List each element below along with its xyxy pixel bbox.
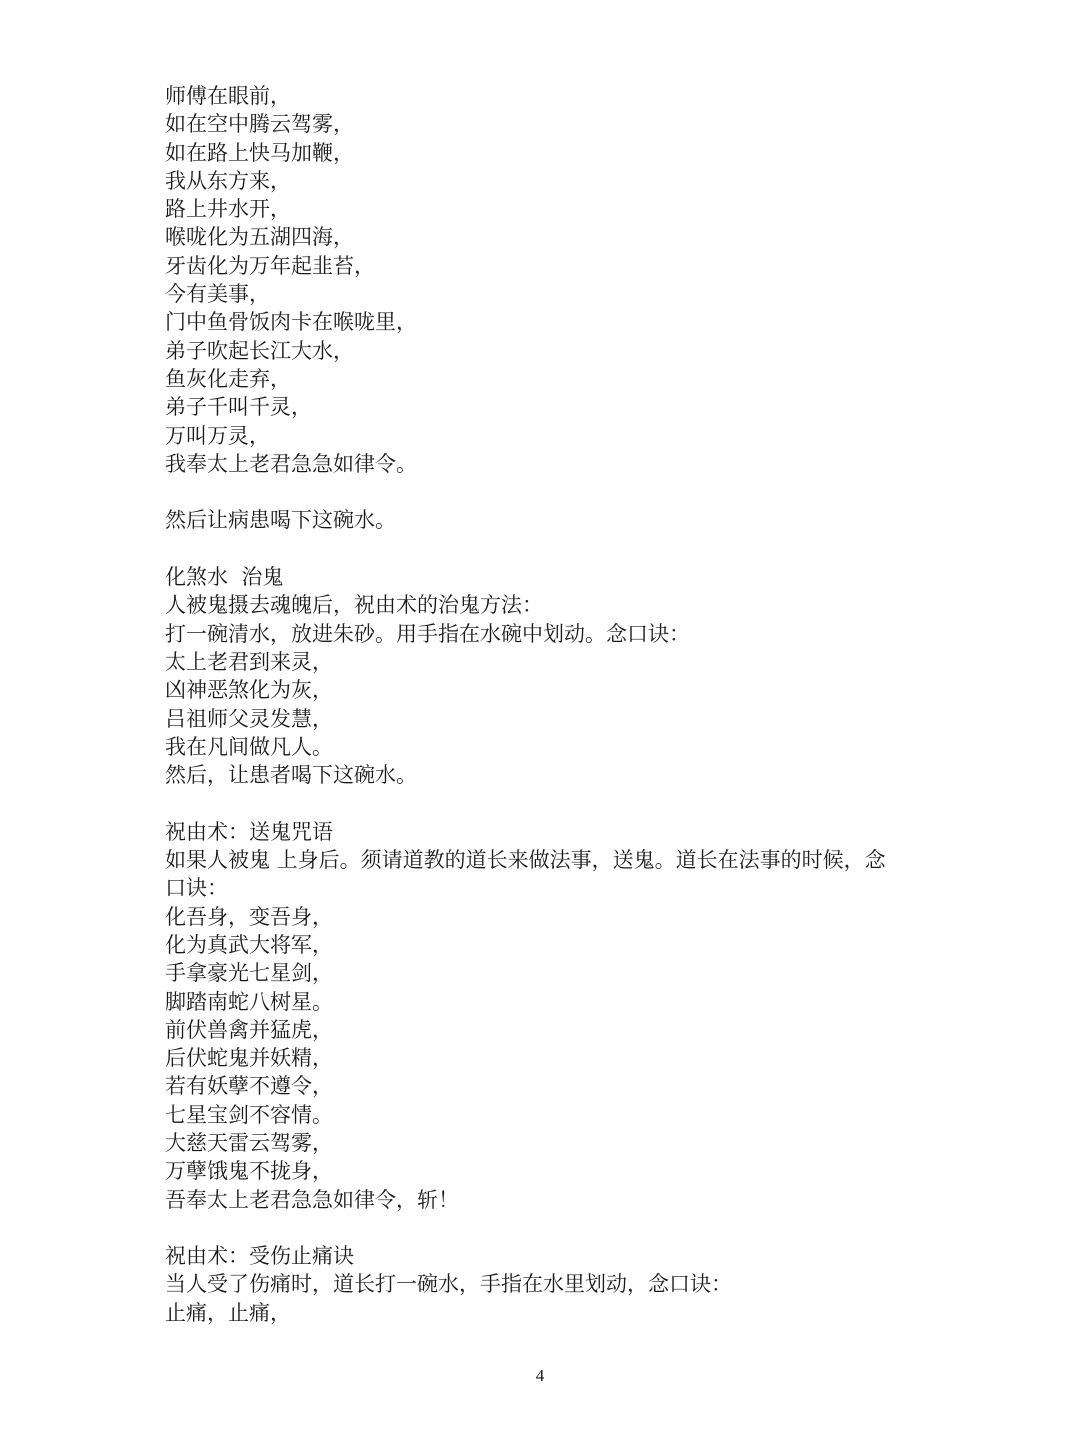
text-line: 脚踏南蛇八树星。 [165,989,333,1014]
text-line: 弟子千叫千灵， [165,395,312,420]
text-line: 我从东方来， [165,168,291,193]
text-line: 我奉太上老君急急如律令。 [165,451,417,476]
text-line: 化煞水 治鬼 [165,565,284,590]
text-line: 吾奉太上老君急急如律令，斩！ [165,1187,459,1212]
text-line: 化吾身，变吾身， [165,904,333,929]
text-line: 弟子吹起长江大水， [165,338,354,363]
text-line: 祝由术：送鬼咒语 [165,819,333,844]
document-body [165,82,935,1327]
text-section [165,563,935,789]
text-line: 后伏蛇鬼并妖精， [165,1046,333,1071]
text-line: 凶神恶煞化为灰， [165,678,333,703]
paragraph-gap [165,789,935,817]
text-line: 然后，让患者喝下这碗水。 [165,763,417,788]
text-line: 祝由术：受伤止痛诀 [165,1244,354,1269]
text-line: 若有妖孽不遵令， [165,1074,333,1099]
text-line: 太上老君到来灵， [165,649,333,674]
text-line: 人被鬼摄去魂魄后，祝由术的治鬼方法： [165,593,543,618]
text-line: 化为真武大将军， [165,932,333,957]
text-line: 万叫万灵， [165,423,270,448]
text-line: 如果人被鬼 上身后。须请道教的道长来做法事，送鬼。道长在法事的时候，念 [165,848,886,873]
text-line: 万孽饿鬼不拢身， [165,1159,333,1184]
paragraph-gap [165,478,935,506]
paragraph-gap [165,1214,935,1242]
text-line: 然后让病患喝下这碗水。 [165,508,396,533]
text-line: 当人受了伤痛时，道长打一碗水，手指在水里划动，念口诀： [165,1272,732,1297]
text-line: 路上井水开， [165,197,291,222]
text-line: 鱼灰化走弃， [165,366,291,391]
text-section [165,506,935,534]
text-line: 如在路上快马加鞭， [165,140,354,165]
paragraph-gap [165,535,935,563]
text-line: 七星宝剑不容情。 [165,1102,333,1127]
text-line: 止痛，止痛， [165,1300,291,1325]
text-line: 门中鱼骨饭肉卡在喉咙里， [165,310,417,335]
text-line: 我在凡间做凡人。 [165,734,333,759]
page-number: 4 [535,1366,545,1385]
text-section [165,818,935,1214]
text-line: 手拿豪光七星剑， [165,961,333,986]
text-line: 吕祖师父灵发慧， [165,706,333,731]
text-line: 今有美事， [165,282,270,307]
text-section [165,82,935,478]
next-page-fragment [440,1420,700,1432]
text-line: 口诀： [165,876,228,901]
text-line: 打一碗清水，放进朱砂。用手指在水碗中划动。念口诀： [165,621,690,646]
text-line: 前伏兽禽并猛虎， [165,1017,333,1042]
text-line: 师傅在眼前， [165,84,291,108]
text-line: 喉咙化为五湖四海， [165,225,354,250]
text-line: 牙齿化为万年起韭苔， [165,253,375,278]
text-line: 大慈天雷云驾雾， [165,1130,333,1155]
text-line: 如在空中腾云驾雾， [165,112,354,137]
text-section [165,1242,935,1327]
